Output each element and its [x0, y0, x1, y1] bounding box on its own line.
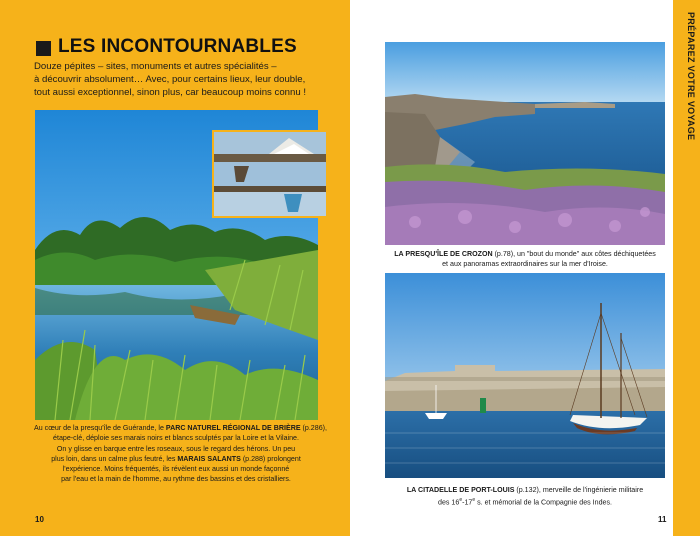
heading-square-icon [36, 41, 51, 56]
caption-text: s. et mémorial de la Compagnie des Indes. [475, 498, 612, 507]
caption-bold-briere: PARC NATUREL RÉGIONAL DE BRIÈRE [165, 424, 301, 432]
caption-text: (p.288) prolongent [240, 454, 301, 463]
caption-text: plus loin, dans un calme plus feutré, les [51, 454, 178, 463]
side-tab-label: PRÉPAREZ VOTRE VOYAGE [686, 12, 696, 141]
caption-text: (p.286), [300, 424, 327, 432]
superscript: e [459, 497, 463, 504]
caption-bold-port-louis: LA CITADELLE DE PORT-LOUIS [406, 486, 515, 494]
caption-line [385, 485, 665, 495]
page-number-left: 10 [35, 515, 44, 524]
caption-line [34, 423, 327, 433]
caption-line [385, 249, 665, 259]
caption-line: l'expérience. Moins fréquentés, ils révèlent eux aussi un monde façonné [62, 465, 290, 474]
superscript: e [472, 497, 476, 504]
intro-line: tout aussi exceptionnel, sinon plus, car beaucoup moins connu ! [34, 87, 306, 99]
page-heading: LES INCONTOURNABLES [58, 36, 297, 57]
caption-line [385, 495, 665, 508]
intro-line: à découvrir absolument… Avec, pour certains lieux, leur double, [34, 74, 306, 86]
salt-marsh-photo [212, 130, 328, 218]
caption-bold-crozon: LA PRESQU'ÎLE DE CROZON [394, 250, 493, 258]
caption-line [34, 454, 318, 464]
caption-text: -17 [462, 498, 473, 507]
caption-line: par l'eau et la main de l'homme, au rythme des bassins et des cristalliers. [61, 475, 291, 484]
caption-text: des 16 [438, 498, 460, 507]
caption-line: et aux panoramas extraordinaires sur la mer d'Iroise. [442, 260, 608, 269]
port-louis-citadel-photo [385, 273, 665, 478]
caption-line: On y glisse en barque entre les roseaux, sous le regard des hérons. Un peu [56, 444, 296, 453]
intro-line: Douze pépites – sites, monuments et autres spécialités – [34, 61, 277, 72]
crozon-caption [385, 249, 665, 270]
caption-bold-marais: MARAIS SALANTS [177, 454, 241, 463]
page-number-right: 11 [658, 515, 667, 524]
caption-text: Au cœur de la presqu'île de Guérande, le [34, 424, 166, 432]
caption-text: (p.132), merveille de l'ingénierie militaire [514, 486, 644, 494]
port-louis-caption [385, 485, 665, 508]
caption-text: (p.78), un "bout du monde" aux côtes déchiquetées [492, 250, 656, 258]
intro-text [34, 60, 329, 100]
crozon-cliffs-photo [385, 42, 665, 245]
caption-line: étape-clé, déploie ses marais noirs et blancs sculptés par la Loire et la Vilaine. [53, 434, 299, 443]
briere-caption [34, 423, 327, 485]
